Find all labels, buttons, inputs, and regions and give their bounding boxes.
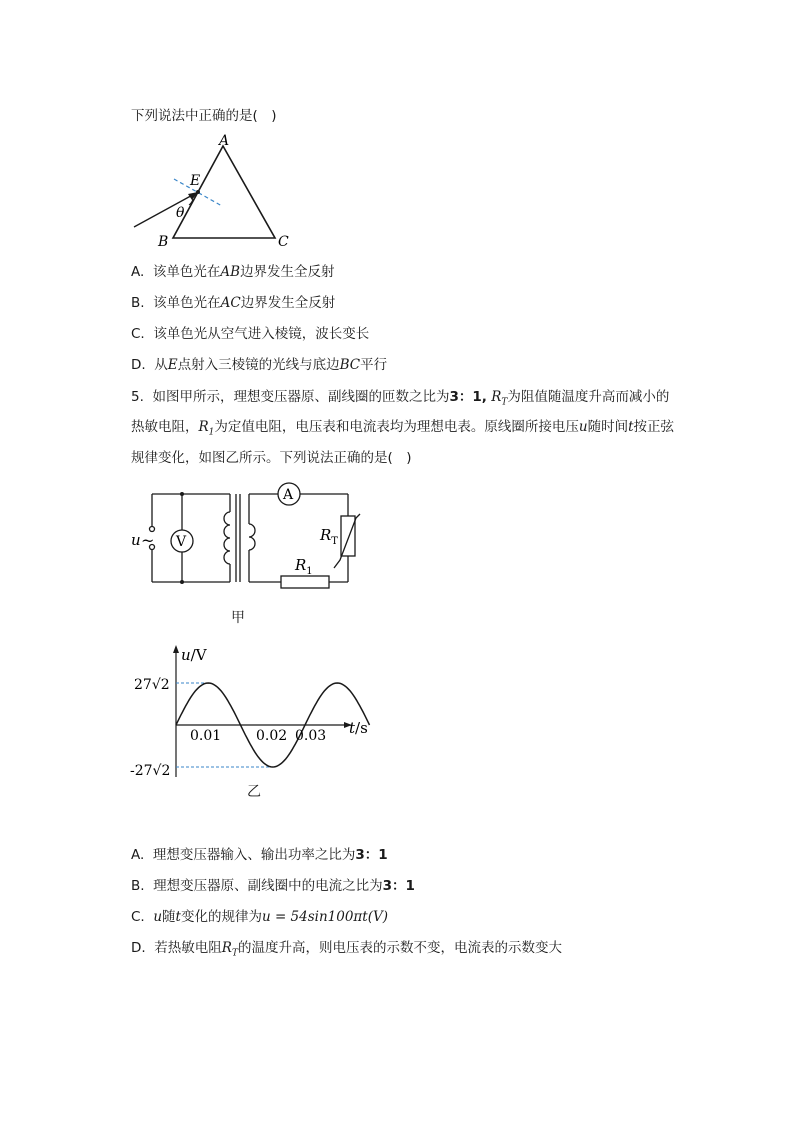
label-E: E: [190, 173, 201, 189]
thermistor: [341, 516, 355, 556]
q5-option-a: A. 理想变压器输入、输出功率之比为3：1: [131, 847, 388, 863]
r1-label: $R_1$: [295, 556, 313, 577]
q4-option-c: C. 该单色光从空气进入棱镜，波长变长: [131, 326, 370, 342]
fixed-resistor: [281, 576, 329, 588]
q5-option-c: C. u随t变化的规律为u = 54sin100πt(V): [131, 909, 389, 925]
prism-figure: [130, 130, 300, 252]
q4-option-a: A. 该单色光在AB边界发生全反射: [131, 264, 335, 280]
q5-option-b: B. 理想变压器原、副线圈中的电流之比为3：1: [131, 878, 415, 894]
rt-label: $R_T$: [320, 526, 338, 547]
sine-graph: [128, 642, 378, 782]
label-A: A: [219, 133, 230, 149]
circuit-u: u: [131, 531, 141, 549]
circuit-caption: 甲: [231, 610, 245, 626]
q5-line-1: 5. 如图甲所示，理想变压器原、副线圈的匝数之比为3：1, $R_T$为阻值随温度升高而减小的: [131, 389, 670, 408]
x-tick-2: 0.02: [256, 728, 288, 744]
circuit-tilde: ~: [141, 531, 155, 550]
ammeter-label: A: [283, 487, 294, 503]
graph-caption: 乙: [247, 784, 261, 800]
y-max-label: 27√2: [134, 677, 170, 693]
x-tick-3: 0.03: [295, 728, 327, 744]
q4-stem: 下列说法中正确的是( ): [131, 108, 277, 124]
q5-line-2: 热敏电阻，$R_1$为定值电阻，电压表和电流表均为理想电表。原线圈所接电压u随时间t按正弦: [131, 419, 675, 438]
q4-option-b: B. 该单色光在AC边界发生全反射: [131, 295, 336, 311]
label-C: C: [278, 234, 289, 250]
y-min-label: -27√2: [130, 763, 171, 779]
circuit-figure: [128, 478, 368, 596]
q5-line-3: 规律变化，如图乙所示。下列说法正确的是( ): [131, 450, 412, 466]
label-theta: θ: [176, 205, 185, 221]
q4-option-d: D. 从E点射入三棱镜的光线与底边BC平行: [131, 357, 388, 373]
x-axis-label: t/s: [349, 719, 368, 737]
q5-option-d: D. 若热敏电阻$R_T$的温度升高，则电压表的示数不变，电流表的示数变大: [131, 940, 562, 959]
voltmeter-label: V: [176, 534, 187, 550]
y-axis-label: u/V: [181, 646, 207, 664]
label-B: B: [158, 234, 169, 250]
x-tick-1: 0.01: [190, 728, 222, 744]
